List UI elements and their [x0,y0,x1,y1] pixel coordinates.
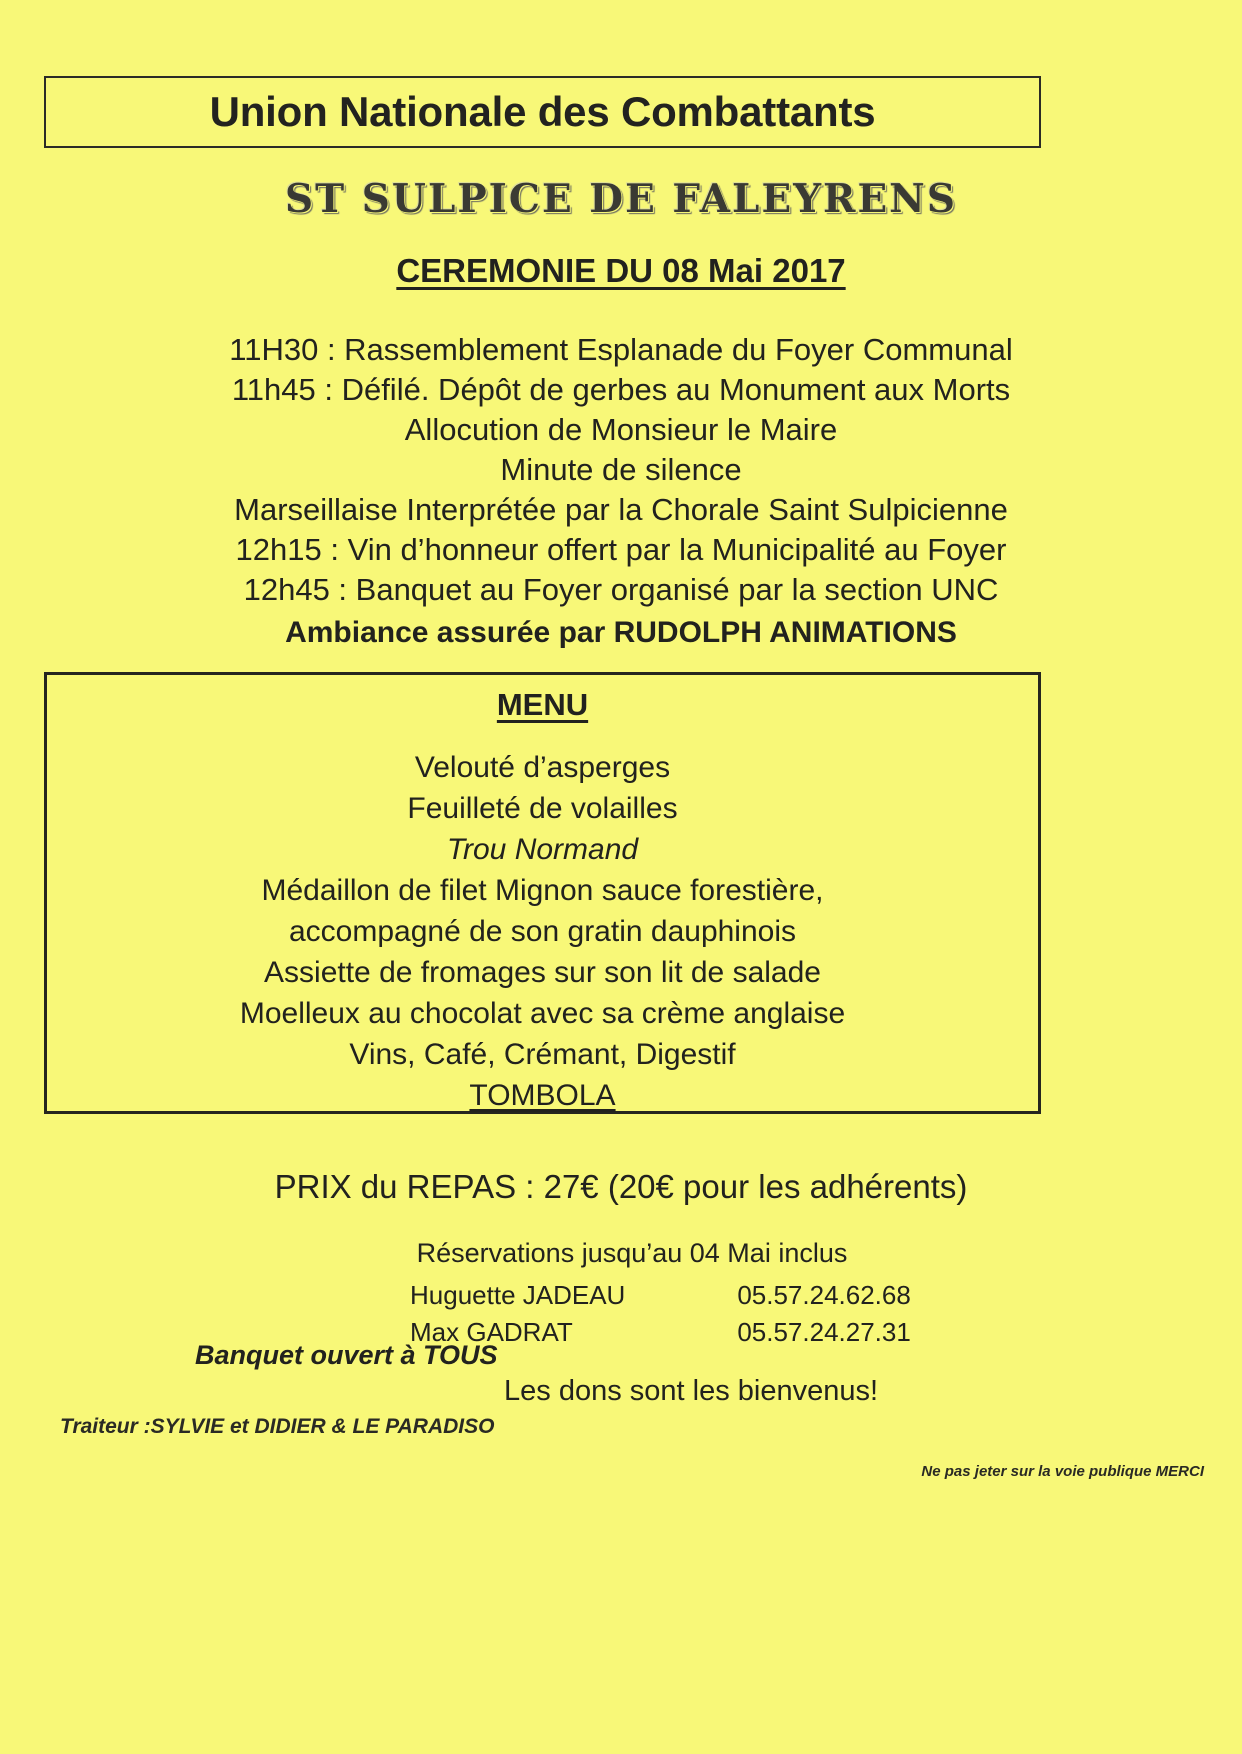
contact-phone: 05.57.24.62.68 [737,1280,911,1310]
organization-banner [44,76,1041,148]
contact-phone: 05.57.24.27.31 [737,1317,911,1347]
menu-item: Trou Normand [446,833,639,866]
meal-price: PRIX du REPAS : 27€ (20€ pour les adhérents) [274,1168,968,1205]
programme-line: Minute de silence [500,452,742,487]
programme-line: 11H30 : Rassemblement Esplanade du Foyer Communal [229,332,1013,367]
programme-line: 12h15 : Vin d’honneur offert par la Municipalité au Foyer [235,532,1007,567]
programme-line: Marseillaise Interprétée par la Chorale Saint Sulpicienne [234,492,1008,527]
open-to-all-note: Banquet ouvert à TOUS [195,1340,498,1370]
menu-box [44,672,1041,1114]
menu-item: Vins, Café, Crémant, Digestif [349,1038,736,1071]
contact-name: Huguette JADEAU [410,1280,626,1310]
programme-line: 11h45 : Défilé. Dépôt de gerbes au Monument aux Morts [231,372,1011,407]
menu-item: Feuilleté de volailles [407,792,678,825]
caterer-credit: Traiteur :SYLVIE et DIDIER & LE PARADISO [60,1415,495,1438]
menu-item: Assiette de fromages sur son lit de salade [264,956,821,989]
menu-item: Moelleux au chocolat avec sa crème anglaise [239,997,846,1030]
table-row [410,1277,911,1314]
animation-line: Ambiance assurée par RUDOLPH ANIMATIONS [285,616,957,649]
menu-items [47,747,1038,1116]
litter-disclaimer: Ne pas jeter sur la voie publique MERCI [921,1463,1204,1480]
reservations-block [0,1238,1242,1351]
organization-title: Union Nationale des Combattants [209,88,876,135]
menu-item: accompagné de son gratin dauphinois [288,915,797,948]
donations-note: Les dons sont les bienvenus! [504,1375,879,1407]
programme-line: 12h45 : Banquet au Foyer organisé par la section UNC [243,572,999,607]
menu-item: Médaillon de filet Mignon sauce forestière, [261,874,824,907]
menu-heading: MENU [496,687,589,722]
commune-name: ST SULPICE DE FALEYRENS [285,176,957,222]
programme-line: Allocution de Monsieur le Maire [404,412,838,447]
menu-item: Velouté d’asperges [414,751,671,784]
reservation-deadline: Réservations jusqu’au 04 Mai inclus [416,1238,848,1268]
menu-item-tombola: TOMBOLA [469,1079,616,1112]
contact-name: Max GADRAT [410,1317,573,1347]
ceremony-heading: CEREMONIE DU 08 Mai 2017 [396,252,846,289]
programme-list [0,330,1242,653]
